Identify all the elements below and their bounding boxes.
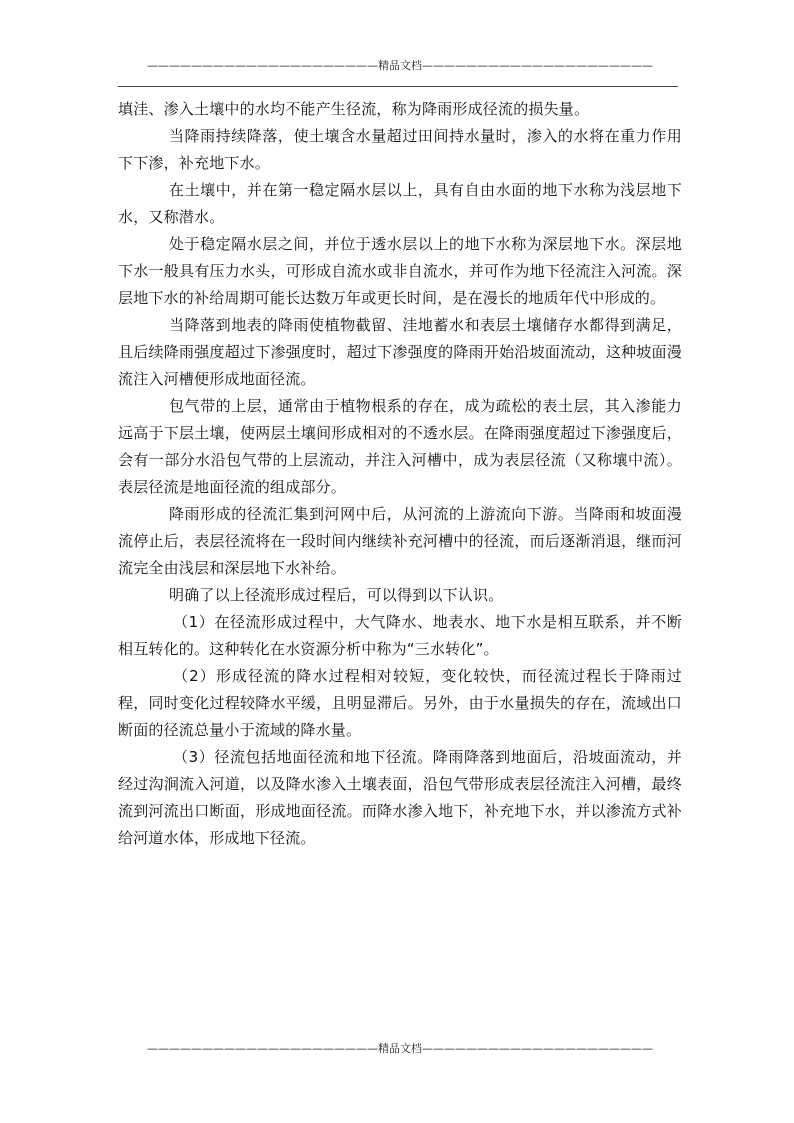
list-item-2: （2）形成径流的降水过程相对较短，变化较快，而径流过程长于降雨过程，同时变化过程较降水平缓，且明显滞后。另外，由于水量损失的存在，流域出口断面的径流总量小于流域的降水量。 (118, 667, 682, 739)
header-rule (118, 86, 678, 87)
list-item-3: （3）径流包括地面径流和地下径流。降雨降落到地面后，沿坡面流动，并经过沟涧流入河道，以及降水渗入土壤表面，沿包气带形成表层径流注入河槽，最终流到河流出口断面，形成地面径流。而降水渗入地下，补充地下水，并以渗流方式补给河道水体，形成地下径流。 (118, 748, 682, 847)
paragraph-8: 明确了以上径流形成过程后，可以得到以下认识。 (169, 586, 504, 604)
page-footer: —————————————————————精品文档————————————————————— (147, 1042, 653, 1055)
page-header: —————————————————————精品文档————————————————————— (147, 59, 653, 72)
paragraph-2: 当降雨持续降落，使土壤含水量超过田间持水量时，渗入的水将在重力作用下下渗，补充地下水。 (118, 127, 682, 172)
paragraph-1: 填洼、渗入土壤中的水均不能产生径流，称为降雨形成径流的损失量。 (118, 100, 590, 118)
paragraph-6: 包气带的上层，通常由于植物根系的存在，成为疏松的表土层，其入渗能力远高于下层土壤，使两层土壤间形成相对的不透水层。在降雨强度超过下渗强度后，会有一部分水沿包气带的上层流动，并注入河槽中，成为表层径流（又称壤中流）。表层径流是地面径流的组成部分。 (118, 397, 682, 496)
paragraph-3: 在土壤中，并在第一稳定隔水层以上，具有自由水面的地下水称为浅层地下水，又称潜水。 (118, 181, 682, 226)
list-item-1: （1）在径流形成过程中，大气降水、地表水、地下水是相互联系，并不断相互转化的。这种转化在水资源分析中称为“三水转化”。 (118, 613, 682, 658)
document-body (118, 96, 682, 852)
paragraph-4: 处于稳定隔水层之间，并位于透水层以上的地下水称为深层地下水。深层地下水一般具有压力水头，可形成自流水或非自流水，并可作为地下径流注入河流。深层地下水的补给周期可能长达数万年或更长时间，是在漫长的地质年代中形成的。 (118, 235, 682, 307)
paragraph-5: 当降落到地表的降雨使植物截留、洼地蓄水和表层土壤储存水都得到满足，且后续降雨强度超过下渗强度时，超过下渗强度的降雨开始沿坡面流动，这种坡面漫流注入河槽便形成地面径流。 (118, 316, 682, 388)
paragraph-7: 降雨形成的径流汇集到河网中后，从河流的上游流向下游。当降雨和坡面漫流停止后，表层径流将在一段时间内继续补充河槽中的径流，而后逐渐消退，继而河流完全由浅层和深层地下水补给。 (118, 505, 682, 577)
